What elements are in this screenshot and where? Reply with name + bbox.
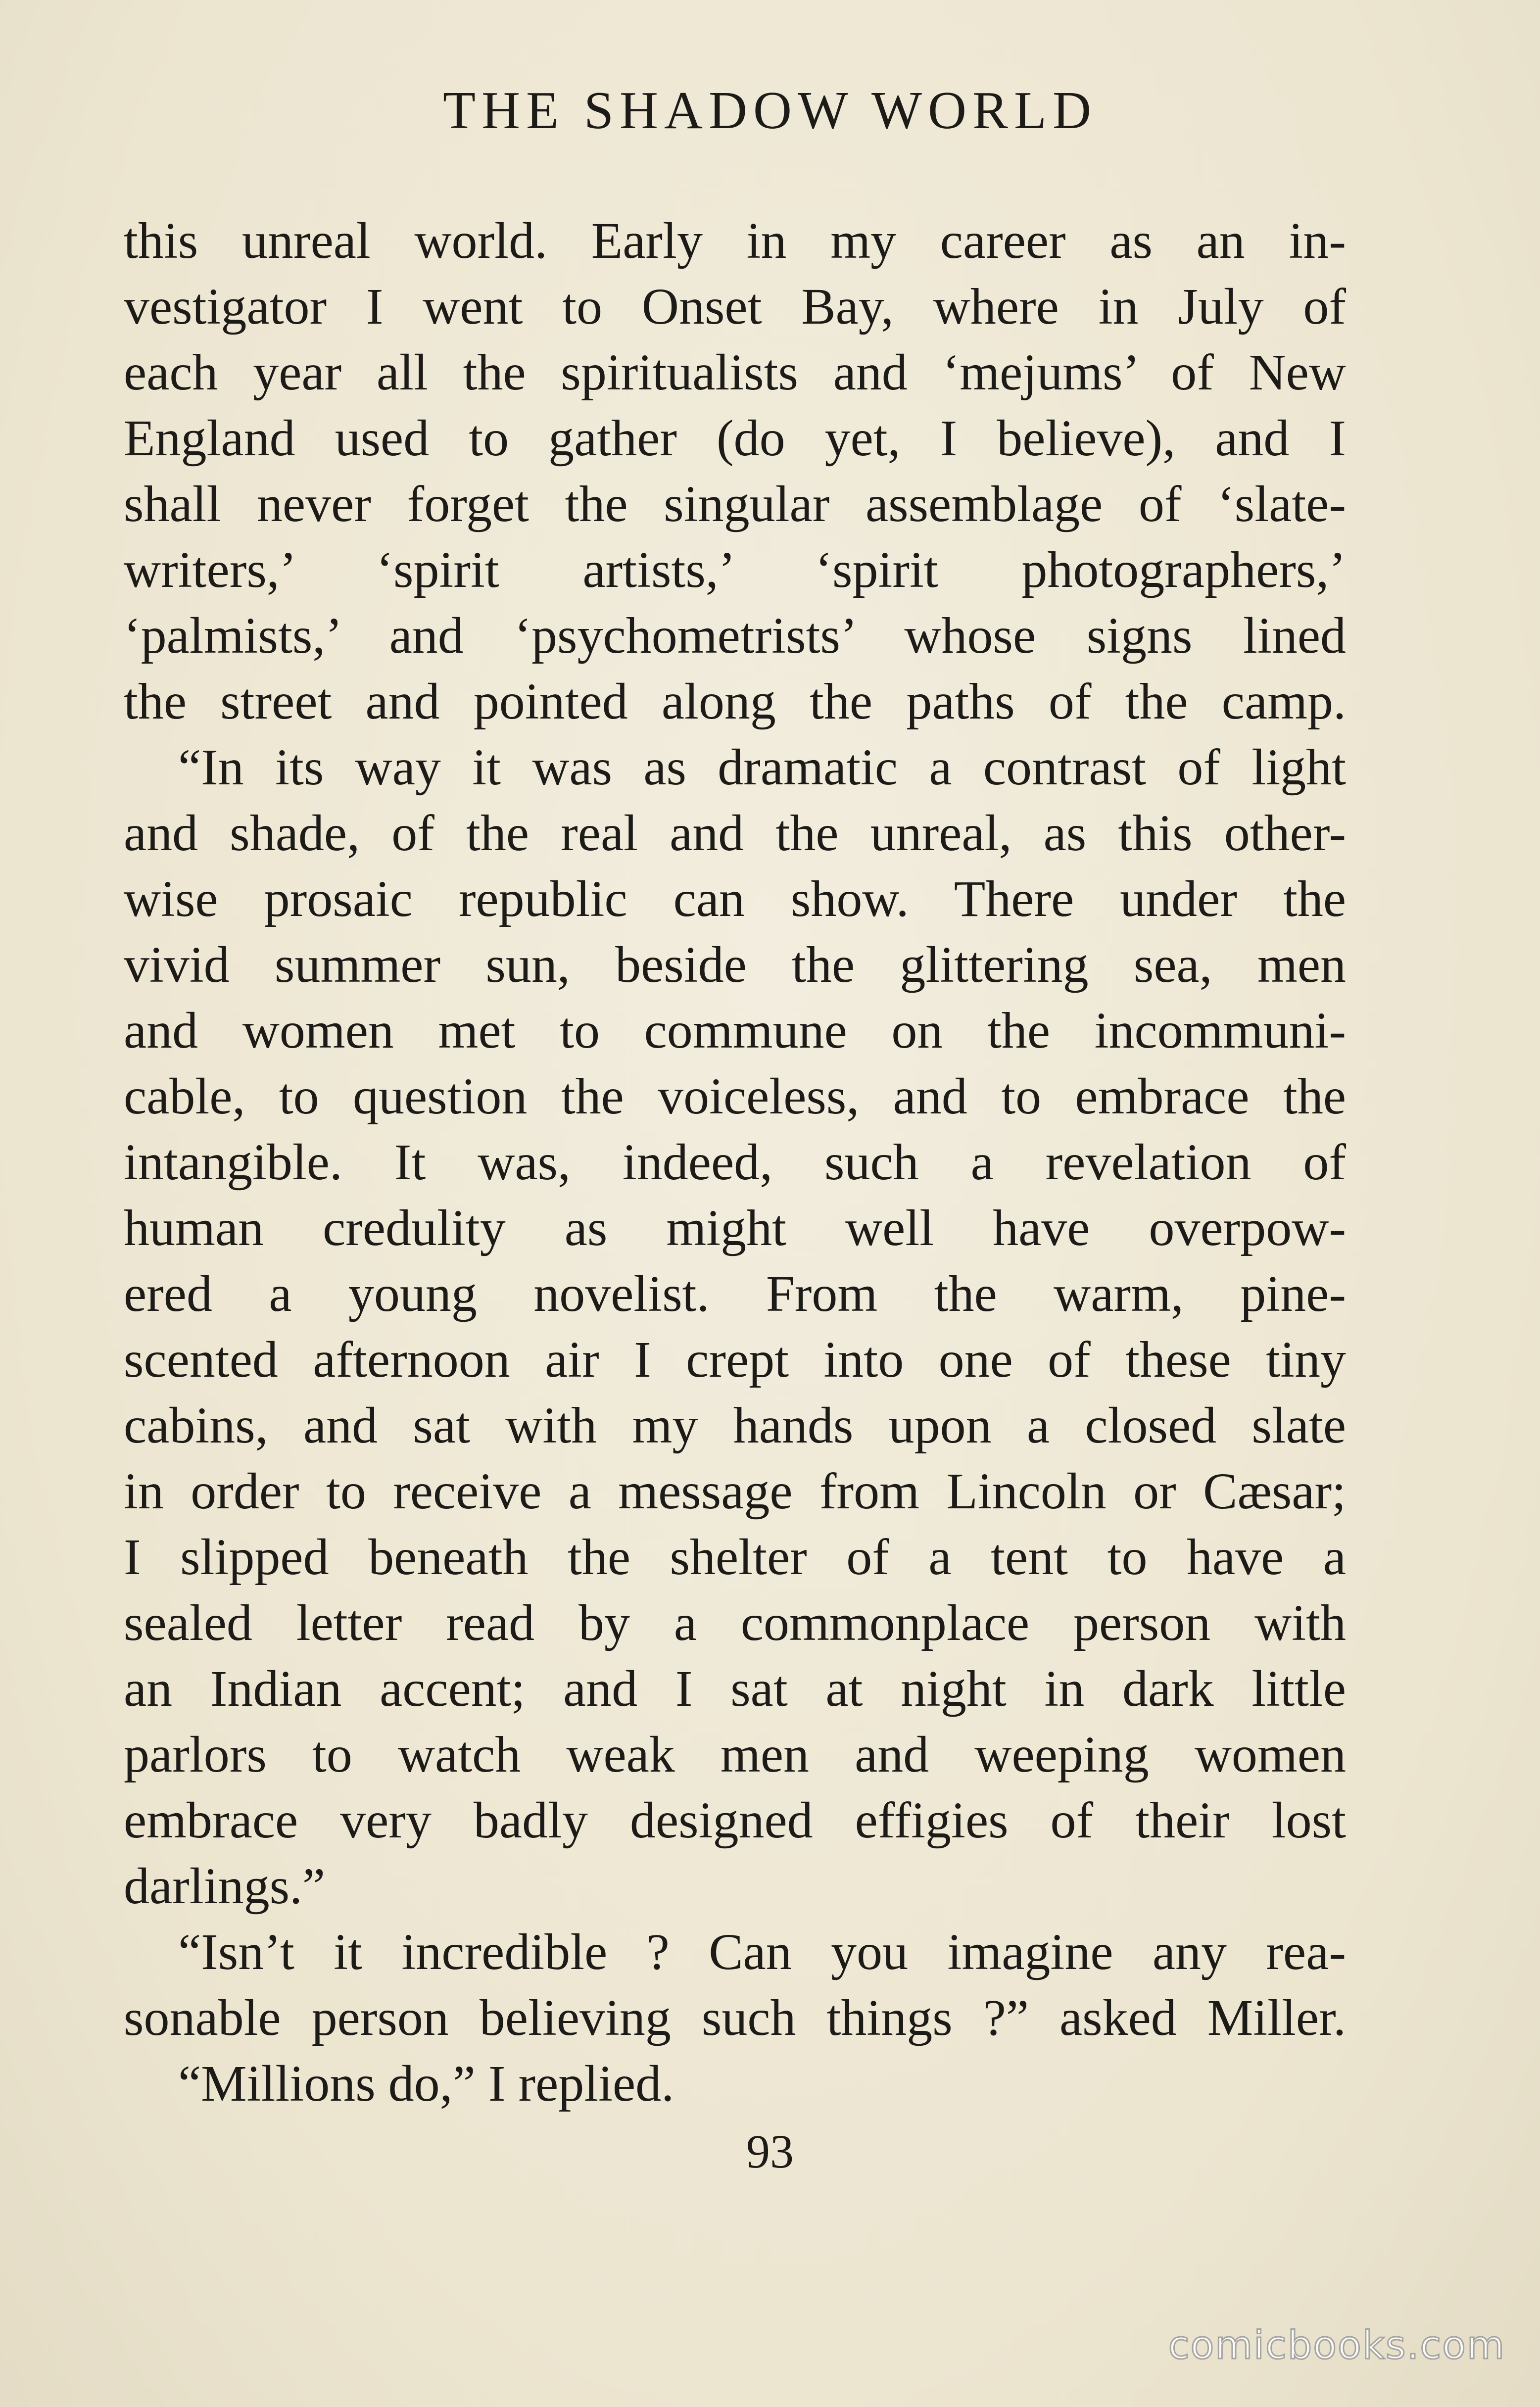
text-line: intangible. It was, indeed, such a revelation of	[124, 1134, 1346, 1191]
body-text	[124, 208, 1346, 2117]
text-line: cabins, and sat with my hands upon a closed slate	[124, 1397, 1346, 1454]
text-line: “In its way it was as dramatic a contrast of light	[178, 739, 1346, 796]
text-line: cable, to question the voiceless, and to embrace the	[124, 1068, 1346, 1125]
text-line: embrace very badly designed effigies of their lost	[124, 1792, 1346, 1849]
text-line: ered a young novelist. From the warm, pine-	[124, 1265, 1346, 1322]
text-line: sealed letter read by a commonplace person with	[124, 1594, 1346, 1651]
text-line: the street and pointed along the paths of the camp.	[124, 673, 1346, 730]
text-line: vestigator I went to Onset Bay, where in July of	[124, 278, 1346, 335]
text-line: this unreal world. Early in my career as an in-	[124, 212, 1346, 269]
page-number: 93	[746, 2125, 794, 2178]
text-line: in order to receive a message from Lincoln or Cæsar;	[124, 1463, 1346, 1520]
text-line: scented afternoon air I crept into one of these tiny	[124, 1331, 1346, 1388]
text-line: I slipped beneath the shelter of a tent to have a	[124, 1529, 1346, 1586]
text-line: each year all the spiritualists and ‘mejums’ of New	[124, 344, 1346, 401]
text-line: ‘palmists,’ and ‘psychometrists’ whose signs lined	[124, 607, 1346, 664]
text-line: vivid summer sun, beside the glittering sea, men	[124, 936, 1346, 993]
text-line: human credulity as might well have overpow-	[124, 1200, 1346, 1256]
watermark-logo: comicbooks.com	[1168, 2323, 1505, 2368]
text-line: writers,’ ‘spirit artists,’ ‘spirit photographers,’	[124, 541, 1346, 598]
text-line: wise prosaic republic can show. There under the	[124, 870, 1346, 927]
text-line: an Indian accent; and I sat at night in dark little	[124, 1660, 1346, 1717]
text-line: and women met to commune on the incommuni-	[124, 1002, 1346, 1059]
text-line: darlings.”	[124, 1858, 326, 1915]
text-line: “Millions do,” I replied.	[178, 2055, 674, 2112]
text-line: sonable person believing such things ?” asked Miller.	[124, 1989, 1346, 2046]
text-line: and shade, of the real and the unreal, as this other-	[124, 805, 1346, 862]
text-line: shall never forget the singular assemblage of ‘slate-	[124, 476, 1346, 532]
running-header: THE SHADOW WORLD	[443, 81, 1097, 140]
text-line: England used to gather (do yet, I believe), and I	[124, 410, 1346, 467]
text-line: parlors to watch weak men and weeping women	[124, 1726, 1346, 1783]
text-line: “Isn’t it incredible ? Can you imagine any rea-	[178, 1924, 1346, 1980]
